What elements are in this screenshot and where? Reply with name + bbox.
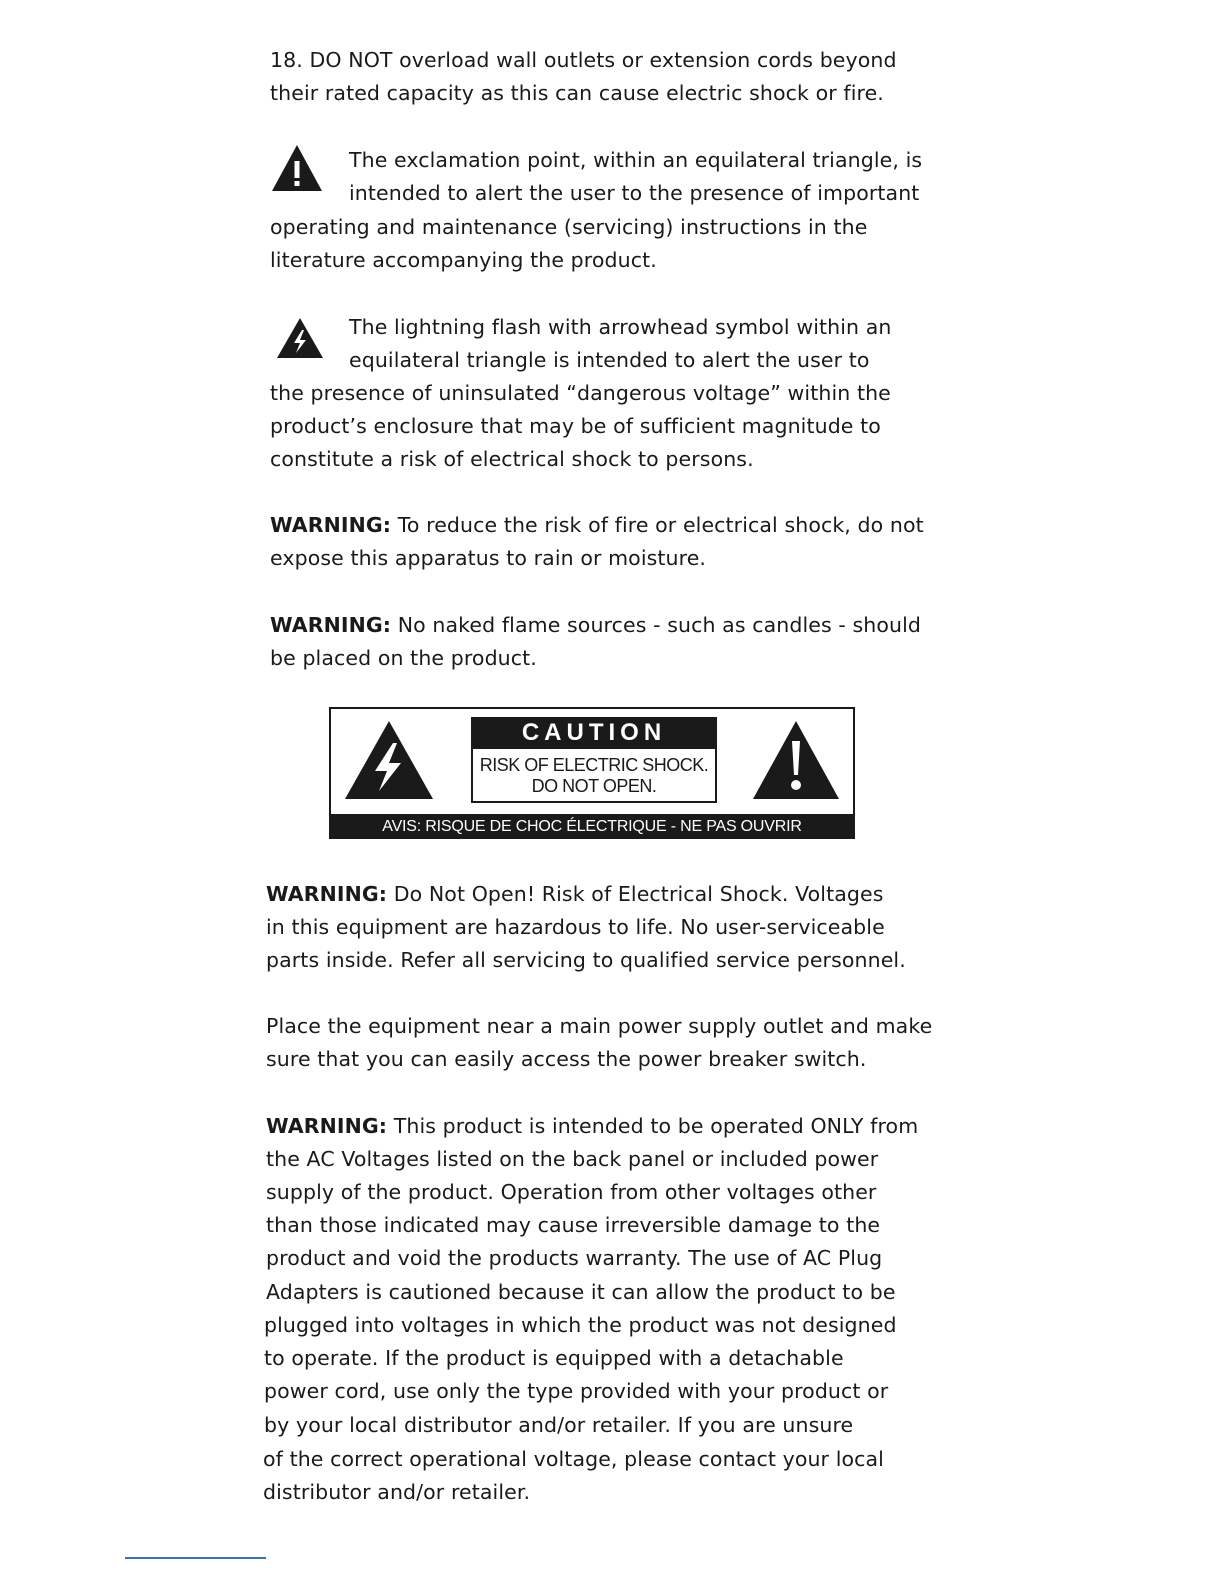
warning-voltage-line9: power cord, use only the type provided with your product or [264,1379,889,1403]
warning-voltage-line11: of the correct operational voltage, please contact your local [263,1447,884,1471]
exclamation-note-line2: intended to alert the user to the presence of important [349,181,920,205]
item18-line1: 18. DO NOT overload wall outlets or extension cords beyond [270,48,897,72]
placement-line1: Place the equipment near a main power supply outlet and make [266,1014,933,1038]
warning-voltage-line12: distributor and/or retailer. [263,1480,531,1504]
warning-open-line1 [266,878,884,911]
warning-voltage-line7: plugged into voltages in which the product was not designed [264,1313,897,1337]
warning-voltage-text: This product is intended to be operated ONLY from [387,1114,919,1138]
warning-rain-line1 [270,509,924,542]
lightning-note-line3: the presence of uninsulated “dangerous voltage” within the [270,381,891,405]
caution-message-line2: DO NOT OPEN. [531,776,657,796]
warning-open-line3: parts inside. Refer all servicing to qualified service personnel. [266,948,906,972]
warning-voltage-line2: the AC Voltages listed on the back panel or included power [266,1147,879,1171]
caution-title: CAUTION [471,717,717,749]
lightning-note-line2: equilateral triangle is intended to alert the user to [349,348,870,372]
warning-voltage-line6: Adapters is cautioned because it can allow the product to be [266,1280,896,1304]
warning-open-text: Do Not Open! Risk of Electrical Shock. Voltages [387,882,884,906]
lightning-note-line5: constitute a risk of electrical shock to persons. [270,447,754,471]
warning-rain-line2: expose this apparatus to rain or moisture. [270,546,707,570]
warning-open-line2: in this equipment are hazardous to life. No user-serviceable [266,915,885,939]
caution-message-line1: RISK OF ELECTRIC SHOCK. [479,755,709,775]
caution-message [471,747,717,803]
warning-label: WARNING: [266,1114,388,1138]
lightning-triangle-icon [275,316,325,360]
footer-rule [125,1557,266,1559]
warning-voltage-line3: supply of the product. Operation from other voltages other [266,1180,877,1204]
warning-label: WARNING: [266,882,388,906]
warning-flame-line2: be placed on the product. [270,646,537,670]
exclamation-triangle-icon [751,719,841,801]
lightning-note-line4: product’s enclosure that may be of sufficient magnitude to [270,414,881,438]
placement-line2: sure that you can easily access the power breaker switch. [266,1047,867,1071]
warning-label: WARNING: [270,613,392,637]
lightning-note-line1: The lightning flash with arrowhead symbol within an [349,315,892,339]
exclamation-note-line4: literature accompanying the product. [270,248,657,272]
warning-flame-text: No naked flame sources - such as candles - should [391,613,922,637]
warning-voltage-line8: to operate. If the product is equipped with a detachable [264,1346,844,1370]
exclamation-note-line3: operating and maintenance (servicing) instructions in the [270,215,868,239]
warning-label: WARNING: [270,513,392,537]
warning-flame-line1 [270,609,921,642]
exclamation-triangle-icon [270,143,324,193]
warning-voltage-line10: by your local distributor and/or retailer. If you are unsure [264,1413,854,1437]
warning-voltage-line1 [266,1110,918,1143]
caution-avis-banner: AVIS: RISQUE DE CHOC ÉLECTRIQUE - NE PAS OUVRIR [329,814,855,839]
warning-rain-text: To reduce the risk of fire or electrical shock, do not [391,513,924,537]
lightning-triangle-icon [343,719,435,801]
warning-voltage-line4: than those indicated may cause irreversible damage to the [266,1213,881,1237]
item18-line2: their rated capacity as this can cause electric shock or fire. [270,81,884,105]
warning-voltage-line5: product and void the products warranty. The use of AC Plug [266,1246,883,1270]
exclamation-note-line1: The exclamation point, within an equilateral triangle, is [349,148,923,172]
